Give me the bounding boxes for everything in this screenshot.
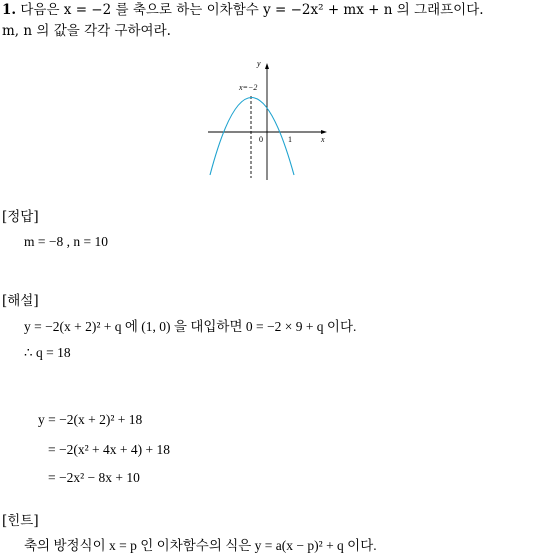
explanation-line-2: ∴ q = 18 (24, 345, 71, 360)
answer-header: [정답] (2, 209, 39, 225)
equation-step-3: = −2x² − 8x + 10 (48, 470, 140, 485)
parabola-graph (205, 58, 335, 182)
explanation-line-1: y = −2(x + 2)² + q 에 (1, 0) 을 대입하면 0 = −2 × 9 + q 이다. (24, 319, 357, 334)
equation-step-1: y = −2(x + 2)² + 18 (38, 412, 143, 427)
hint-header: [힌트] (2, 513, 39, 529)
hint-text: 축의 방정식이 x = p 인 이차함수의 식은 y = a(x − p)² + q 이다. (24, 538, 377, 553)
root-label: 1 (288, 135, 292, 144)
parabola-curve (210, 98, 294, 176)
problem-number: 1. (2, 2, 17, 18)
explanation-header: [해설] (2, 293, 39, 309)
y-axis-label: y (257, 59, 261, 68)
equation-step-2: = −2(x² + 4x + 4) + 18 (48, 442, 170, 457)
problem-text-line-1: 다음은 x = −2 를 축으로 하는 이차함수 y = −2x² + mx + n 의 그래프이다. (20, 2, 484, 18)
origin-label: 0 (259, 135, 263, 144)
y-axis-arrow (265, 63, 269, 69)
x-axis-arrow (321, 130, 327, 134)
x-axis-label: x (321, 135, 325, 144)
problem-text-line-2: m, n 의 값을 각각 구하여라. (2, 23, 171, 39)
symmetry-axis-label: x=−2 (239, 83, 258, 92)
problem-line-2 (2, 22, 171, 40)
answer-text: m = −8 , n = 10 (24, 234, 108, 249)
problem-line-1 (2, 1, 484, 19)
